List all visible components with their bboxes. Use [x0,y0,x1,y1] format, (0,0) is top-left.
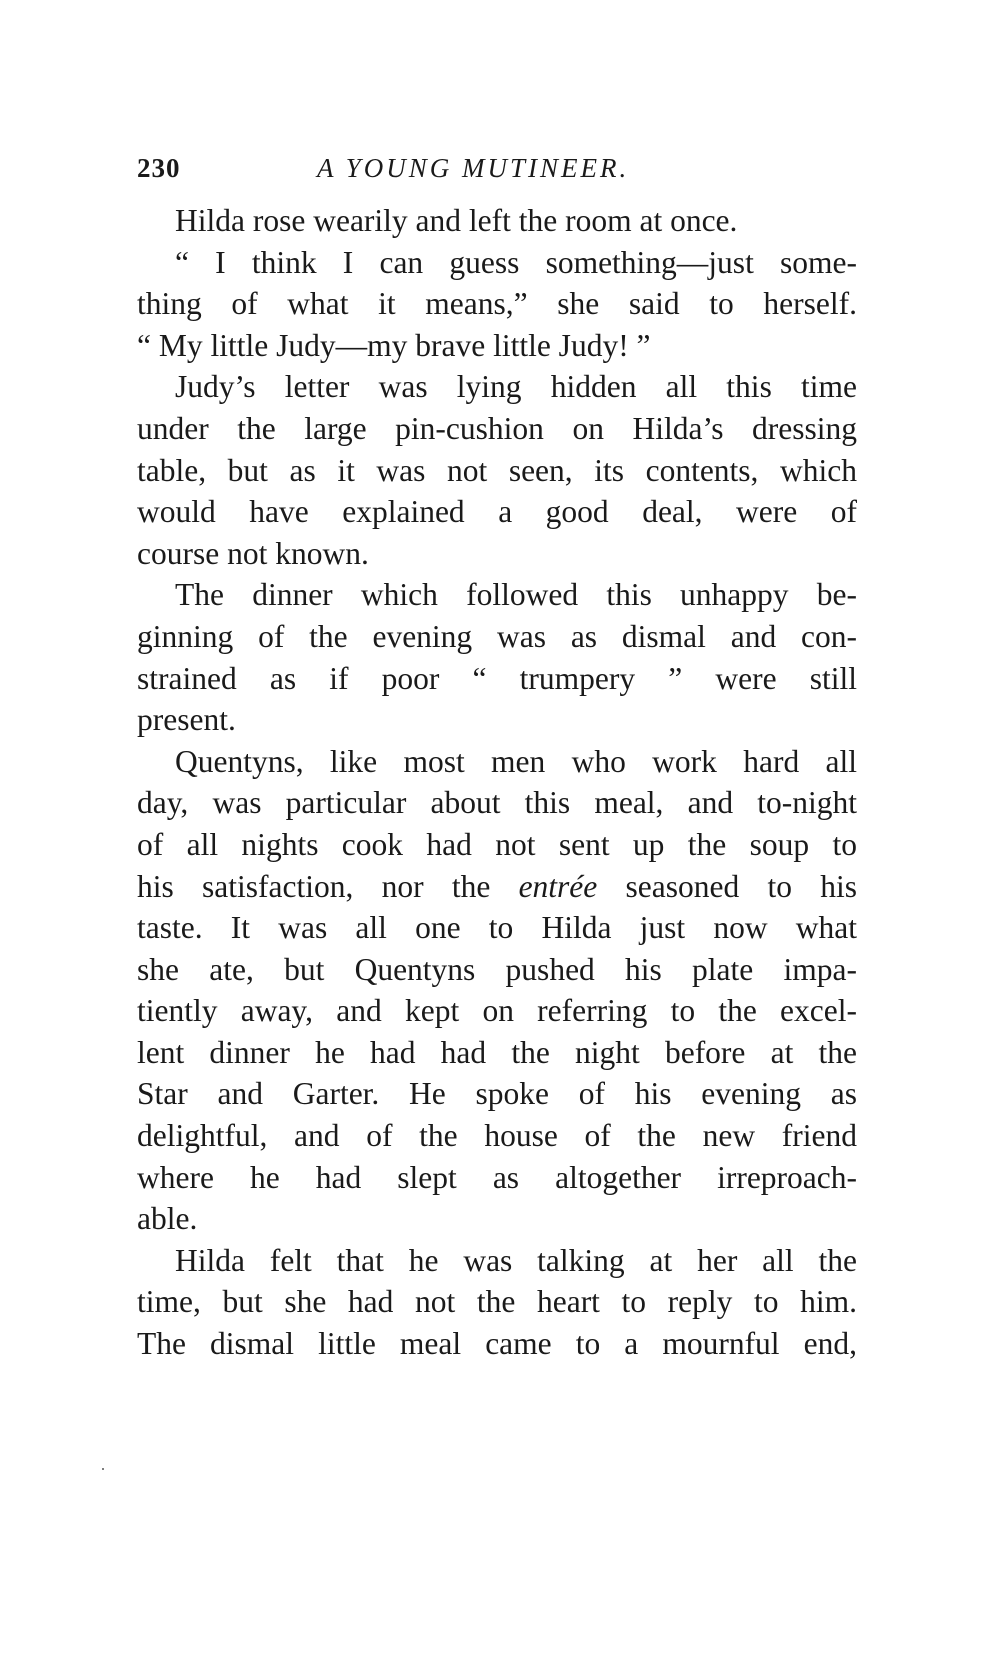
text-line: delightful, and of the house of the new friend [137,1118,857,1154]
text-line: tiently away, and kept on referring to the excel- [137,993,857,1029]
running-title: A YOUNG MUTINEER. [317,153,630,183]
text-line: under the large pin-cushion on Hilda’s dressing [137,410,857,446]
text-line: of all nights cook had not sent up the soup to [137,826,857,862]
text-line: Star and Garter. He spoke of his evening as [137,1076,857,1112]
text-line: ginning of the evening was as dismal and con- [137,618,857,654]
text-line: Judy’s letter was lying hidden all this time [175,369,857,405]
text-line: taste. It was all one to Hilda just now what [137,910,857,946]
text-line: would have explained a good deal, were of [137,494,857,530]
text-line: “ My little Judy—my brave little Judy! ” [137,327,651,363]
text-line: “ I think I can guess something—just some- [175,244,857,280]
text-line: course not known. [137,535,369,571]
text-line: thing of what it means,” she said to herself. [137,286,857,322]
text-line: where he had slept as altogether irreproach- [137,1159,857,1195]
text-line: strained as if poor “ trumpery ” were still [137,660,857,696]
text-line: time, but she had not the heart to reply to him. [137,1284,857,1320]
body-text [137,200,857,1365]
text-line: she ate, but Quentyns pushed his plate impa- [137,951,857,987]
text-line: present. [137,702,236,738]
running-head [137,148,857,188]
italic-word: entrée [518,868,598,904]
text-line: able. [137,1201,198,1237]
text-segment: his satisfaction, nor the [137,868,491,904]
text-line: The dismal little meal came to a mournful end, [137,1326,857,1362]
speck [102,1468,104,1470]
text-line: Hilda felt that he was talking at her all the [175,1242,857,1278]
text-line: lent dinner he had had the night before at the [137,1034,857,1070]
text-line: Hilda rose wearily and left the room at once. [175,203,738,238]
text-line: The dinner which followed this unhappy be- [175,577,857,613]
text-line: day, was particular about this meal, and to-night [137,785,857,821]
text-line: Quentyns, like most men who work hard all [175,743,857,779]
text-segment: seasoned to his [597,868,857,904]
text-line: table, but as it was not seen, its contents, which [137,452,857,488]
page-number: 230 [137,153,181,183]
text-line [137,866,857,908]
